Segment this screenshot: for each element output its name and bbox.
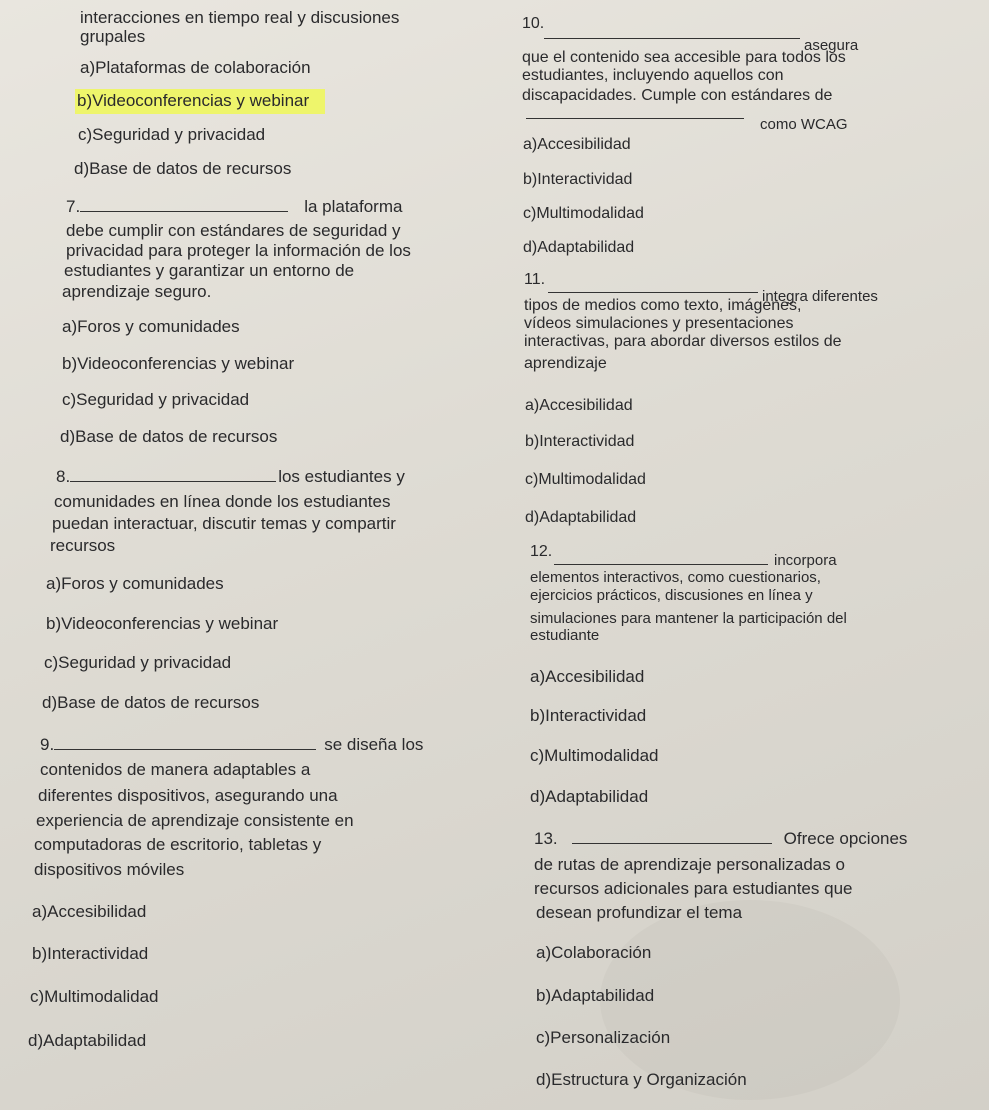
q8-answer-blank[interactable] <box>70 481 276 482</box>
q7-line-3: estudiantes y garantizar un entorno de <box>64 261 355 280</box>
q7-number: 7. <box>66 197 81 216</box>
q10-option-b: b)Interactividad <box>523 171 633 188</box>
q9-line-4: computadoras de escritorio, tabletas y <box>34 835 322 854</box>
q13-after-blank: Ofrece opciones <box>783 829 908 848</box>
q11-line-2: vídeos simulaciones y presentaciones <box>524 315 794 332</box>
q10-line-1: que el contenido sea accesible para todos los <box>522 49 846 66</box>
q7-option-b: b)Videoconferencias y webinar <box>62 354 295 373</box>
q12-option-d: d)Adaptabilidad <box>530 787 649 806</box>
q7-answer-blank[interactable] <box>80 211 288 212</box>
q12-line-2: ejercicios prácticos, discusiones en línea y <box>530 587 813 604</box>
q9-option-a: a)Accesibilidad <box>32 902 147 921</box>
q12-line-1: elementos interactivos, como cuestionarios, <box>530 569 821 586</box>
q11-line-3: interactivas, para abordar diversos estilos de <box>524 333 842 350</box>
q12-option-c: c)Multimodalidad <box>530 746 659 765</box>
q6-line-1: interacciones en tiempo real y discusiones <box>80 8 400 27</box>
q11-after-blank: integra diferentes <box>762 288 878 305</box>
q6-line-2: grupales <box>80 27 146 46</box>
q9-after-blank: se diseña los <box>324 735 424 754</box>
q6-option-b-highlight: b)Videoconferencias y webinar <box>75 89 325 114</box>
q6-option-c: c)Seguridad y privacidad <box>78 125 266 144</box>
q8-after-blank: los estudiantes y <box>278 467 405 486</box>
q9-line-5: dispositivos móviles <box>34 860 185 879</box>
q10-second-blank[interactable] <box>526 118 744 119</box>
q9-option-b: b)Interactividad <box>32 944 149 963</box>
q10-option-d: d)Adaptabilidad <box>523 239 635 256</box>
q9-option-d: d)Adaptabilidad <box>28 1031 147 1050</box>
q12-number: 12. <box>530 543 553 560</box>
q11-option-a: a)Accesibilidad <box>525 397 633 414</box>
q8-option-c: c)Seguridad y privacidad <box>44 653 232 672</box>
q12-option-b: b)Interactividad <box>530 706 647 725</box>
q13-answer-blank[interactable] <box>572 843 772 844</box>
q11-option-b: b)Interactividad <box>525 433 635 450</box>
q10-answer-blank[interactable] <box>544 38 800 39</box>
q11-line-4: aprendizaje <box>524 355 607 372</box>
q11-option-c: c)Multimodalidad <box>525 471 646 488</box>
q10-number: 10. <box>522 15 545 32</box>
q9-answer-blank[interactable] <box>54 749 316 750</box>
q12-option-a: a)Accesibilidad <box>530 667 645 686</box>
q8-stem-first-line <box>56 468 405 485</box>
q10-option-a: a)Accesibilidad <box>523 136 631 153</box>
q13-stem-first-line <box>534 830 907 847</box>
q8-option-a: a)Foros y comunidades <box>46 574 224 593</box>
q13-line-1: de rutas de aprendizaje personalizadas o <box>534 855 845 874</box>
q11-line-1: tipos de medios como texto, imágenes, <box>524 297 802 314</box>
q11-answer-blank[interactable] <box>548 292 758 293</box>
q11-option-d: d)Adaptabilidad <box>525 509 637 526</box>
q11-number: 11. <box>524 271 546 288</box>
q7-after-blank: la plataforma <box>304 197 403 216</box>
q13-option-a: a)Colaboración <box>536 943 652 962</box>
q7-option-c: c)Seguridad y privacidad <box>62 390 250 409</box>
q6-option-d: d)Base de datos de recursos <box>74 159 292 178</box>
q8-line-3: recursos <box>50 536 116 555</box>
q12-answer-blank[interactable] <box>554 564 768 565</box>
q8-number: 8. <box>56 467 71 486</box>
q9-line-2: diferentes dispositivos, asegurando una <box>38 786 338 805</box>
q10-line-4: como WCAG <box>760 116 848 133</box>
q9-line-3: experiencia de aprendizaje consistente en <box>36 811 354 830</box>
q12-after-blank: incorpora <box>774 552 837 569</box>
q9-line-1: contenidos de manera adaptables a <box>40 760 311 779</box>
q8-line-2: puedan interactuar, discutir temas y compartir <box>52 514 396 533</box>
q8-line-1: comunidades en línea donde los estudiantes <box>54 492 391 511</box>
q10-line-2: estudiantes, incluyendo aquellos con <box>522 67 784 84</box>
q13-line-3: desean profundizar el tema <box>536 903 743 922</box>
q7-line-4: aprendizaje seguro. <box>62 282 212 301</box>
q13-option-c: c)Personalización <box>536 1028 671 1047</box>
q9-stem-first-line <box>40 736 423 753</box>
q12-line-3: simulaciones para mantener la participación del <box>530 610 847 627</box>
q7-option-d: d)Base de datos de recursos <box>60 427 278 446</box>
q6-option-a: a)Plataformas de colaboración <box>80 58 311 77</box>
q10-after-blank: asegura <box>804 37 859 54</box>
q13-option-b: b)Adaptabilidad <box>536 986 655 1005</box>
q7-stem-first-line <box>66 198 402 215</box>
q7-option-a: a)Foros y comunidades <box>62 317 240 336</box>
q7-line-1: debe cumplir con estándares de seguridad y <box>66 221 401 240</box>
q8-option-b: b)Videoconferencias y webinar <box>46 614 279 633</box>
q13-line-2: recursos adicionales para estudiantes que <box>534 879 853 898</box>
q10-line-3: discapacidades. Cumple con estándares de <box>522 87 833 104</box>
q10-option-c: c)Multimodalidad <box>523 205 644 222</box>
q6-option-b <box>77 92 325 109</box>
q8-option-d: d)Base de datos de recursos <box>42 693 260 712</box>
q7-line-2: privacidad para proteger la información de los <box>66 241 411 260</box>
q13-option-d: d)Estructura y Organización <box>536 1070 747 1089</box>
q9-number: 9. <box>40 735 55 754</box>
q12-line-4: estudiante <box>530 627 600 644</box>
q13-number: 13. <box>534 829 558 848</box>
q9-option-c: c)Multimodalidad <box>30 987 159 1006</box>
